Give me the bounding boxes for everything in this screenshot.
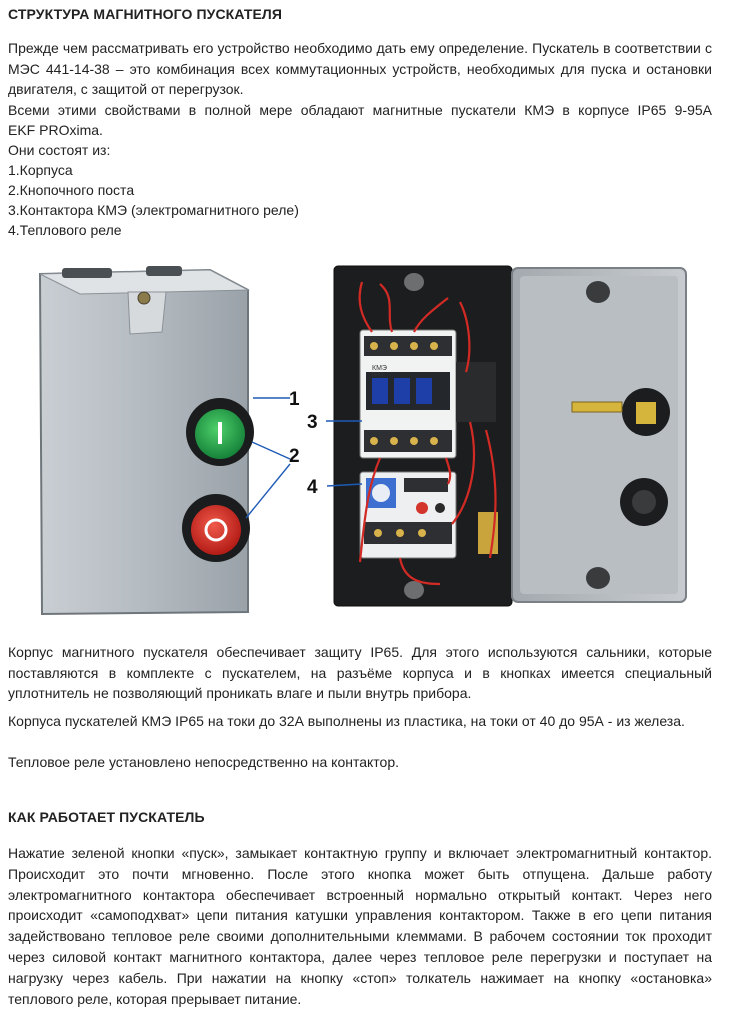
stop-button (182, 494, 250, 562)
enclosure-protection-paragraph: Корпус магнитного пускателя обеспечивает защиту IP65. Для этого используются сальники, которые поставляются в комплекте с пускателем, на разъёме корпуса и в кнопках имеется специальный уплотнитель не позволяющий проникать влаге и пыли внутрь прибора. (8, 644, 712, 701)
kme-paragraph-line2: EKF PROxima. (8, 122, 103, 138)
list-item: 1.Корпуса (8, 162, 73, 178)
callout-line-2b (246, 464, 290, 518)
consists-label: Они состоят из: (8, 142, 111, 158)
callout-label-1: 1 (289, 389, 300, 410)
start-button (186, 398, 254, 466)
callout-label-4: 4 (307, 477, 318, 498)
thermal-relay-paragraph: Тепловое реле установлено непосредственно на контактор. (8, 754, 400, 770)
list-item: 4.Теплового реле (8, 222, 122, 238)
how-it-works-paragraph: Нажатие зеленой кнопки «пуск», замыкает контактную группу и включает электромагнитный контактор. Происходит это почти мгновенно. После этого кнопка может быть отпущена. Дальше работу электромагнитного контактора обеспечивает встроенный нормально открытый контакт. Через него происходит «самоподхват» цепи питания катушки управления контактором. Также в его цепи питания задействовано тепловое реле своими дополнительными клеммами. В рабочем состоянии ток проходит через силовой контакт магнитного контактора, далее через тепловое реле перегрузки и поступает на нагрузку через кабель. При нажатии на кнопку «стоп» толкатель нажимает на кнопку «остановка» теплового реле, которая прерывает питание. (8, 845, 712, 1007)
intro-paragraph: Прежде чем рассматривать его устройство необходимо дать ему определение. Пускатель в соответствии с МЭС 441-14-38 – это комбинация всех коммутационных устройств, необходимых для пуска и остановки двигателя, с защитой от перегрузок. (8, 40, 712, 97)
section-title-structure: СТРУКТУРА МАГНИТНОГО ПУСКАТЕЛЯ (8, 6, 283, 22)
closed-enclosure (40, 266, 254, 614)
contactor-brand: КМЭ (372, 365, 387, 372)
callout-label-2: 2 (289, 446, 300, 467)
list-item: 2.Кнопочного поста (8, 182, 135, 198)
open-enclosure-lid (512, 268, 686, 602)
section-title-how-it-works: КАК РАБОТАЕТ ПУСКАТЕЛЬ (8, 809, 205, 825)
list-item: 3.Контактора КМЭ (электромагнитного реле) (8, 202, 299, 218)
starter-figure (0, 262, 736, 624)
callout-label-3: 3 (307, 412, 318, 433)
enclosure-material-paragraph: Корпуса пускателей КМЭ IP65 на токи до 32А выполнены из пластика, на токи от 40 до 95А - из железа. (8, 713, 685, 729)
contactor-rating: 0910 (372, 372, 384, 378)
contactor (360, 330, 456, 458)
components-list (8, 160, 299, 240)
callout-line-2a (252, 442, 290, 459)
thermal-relay (360, 472, 456, 558)
kme-paragraph-line1: Всеми этими свойствами в полной мере обладают магнитные пускатели КМЭ в корпусе IP65 9-95А (8, 102, 712, 118)
open-enclosure-base (334, 266, 512, 606)
